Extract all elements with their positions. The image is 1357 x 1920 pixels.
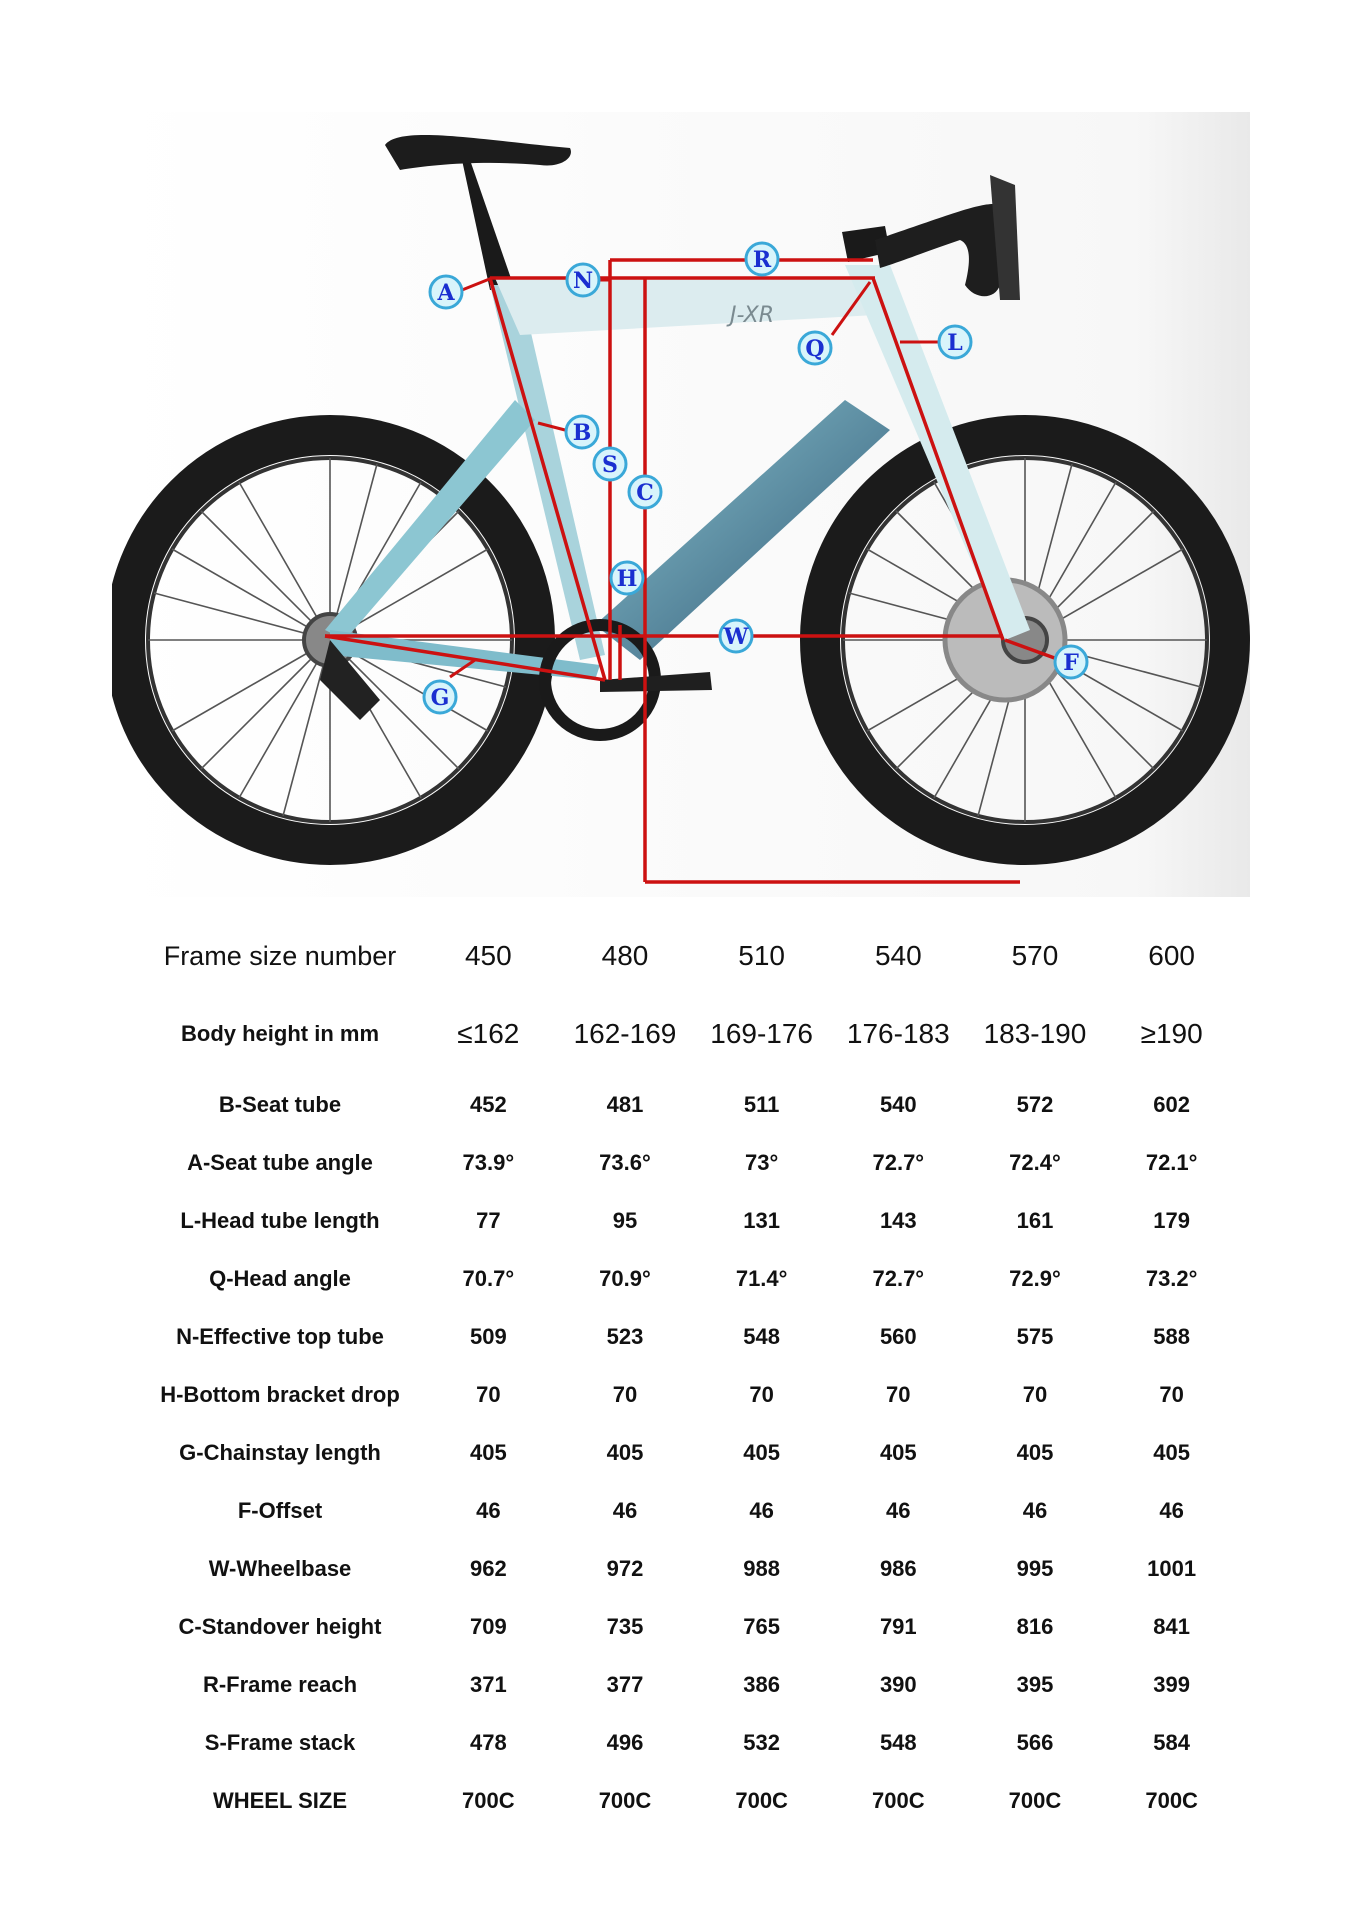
- table-cell: 765: [743, 1614, 780, 1639]
- geometry-spec-table: [140, 920, 1240, 1830]
- table-cell: 478: [469, 1730, 507, 1755]
- table-cell: 72.7°: [872, 1150, 925, 1175]
- svg-text:S: S: [602, 452, 618, 478]
- table-cell: 532: [743, 1730, 780, 1755]
- svg-text:H: H: [616, 566, 638, 592]
- row-label: C-Standover height: [178, 1614, 382, 1639]
- table-cell: 511: [743, 1092, 780, 1117]
- header-label: Frame size number: [163, 940, 397, 971]
- table-cell: 390: [879, 1672, 917, 1697]
- table-cell: 169-176: [710, 1018, 814, 1049]
- table-cell: 46: [1159, 1498, 1184, 1523]
- table-cell: 95: [612, 1208, 638, 1233]
- table-cell: 548: [743, 1324, 780, 1349]
- table-cell: 841: [1153, 1614, 1190, 1639]
- table-cell: 405: [1016, 1440, 1054, 1465]
- table-cell: 71.4°: [735, 1266, 788, 1291]
- table-row: [140, 1714, 1240, 1772]
- table-cell: 405: [879, 1440, 917, 1465]
- table-cell: 972: [606, 1556, 644, 1581]
- table-cell: 73°: [745, 1150, 779, 1175]
- table-cell: 70: [612, 1382, 638, 1407]
- table-cell: 46: [612, 1498, 638, 1523]
- row-label: Body height in mm: [181, 1021, 379, 1046]
- table-cell: 988: [743, 1556, 780, 1581]
- table-row: [140, 1482, 1240, 1540]
- table-cell: 377: [606, 1672, 644, 1697]
- table-cell: 73.9°: [462, 1150, 515, 1175]
- table-row: [140, 1134, 1240, 1192]
- table-cell: 179: [1153, 1208, 1190, 1233]
- table-row: [140, 1308, 1240, 1366]
- table-cell: 46: [476, 1498, 501, 1523]
- table-cell: 496: [606, 1730, 644, 1755]
- table-cell: 72.4°: [1009, 1150, 1061, 1175]
- table-cell: 523: [606, 1324, 644, 1349]
- table-cell: 405: [469, 1440, 507, 1465]
- table-cell: 72.1°: [1145, 1150, 1198, 1175]
- svg-text:L: L: [947, 330, 963, 356]
- table-cell: 70: [886, 1382, 911, 1407]
- row-label: N-Effective top tube: [176, 1324, 384, 1349]
- row-label: G-Chainstay length: [179, 1440, 381, 1465]
- table-row: [140, 1192, 1240, 1250]
- table-cell: 162-169: [573, 1018, 677, 1049]
- table-cell: 700C: [598, 1788, 652, 1813]
- marker-S: [594, 448, 626, 480]
- header-size-cell: 450: [464, 940, 512, 971]
- header-size-cell: 600: [1148, 940, 1195, 971]
- table-cell: 481: [606, 1092, 644, 1117]
- marker-H: [611, 562, 643, 594]
- row-label: F-Offset: [237, 1498, 323, 1523]
- table-cell: 575: [1016, 1324, 1054, 1349]
- table-cell: 371: [469, 1672, 507, 1697]
- table-cell: 395: [1016, 1672, 1054, 1697]
- table-row: [140, 992, 1240, 1076]
- table-row: [140, 1424, 1240, 1482]
- row-label: A-Seat tube angle: [187, 1150, 373, 1175]
- svg-text:A: A: [437, 280, 455, 306]
- table-cell: 176-183: [846, 1018, 950, 1049]
- marker-F: [1055, 646, 1087, 678]
- table-cell: 540: [879, 1092, 917, 1117]
- table-cell: 700C: [735, 1788, 788, 1813]
- table-cell: 405: [1153, 1440, 1190, 1465]
- table-cell: 995: [1016, 1556, 1054, 1581]
- table-cell: 72.7°: [872, 1266, 925, 1291]
- table-cell: 70.9°: [599, 1266, 651, 1291]
- table-cell: 791: [879, 1614, 917, 1639]
- table-cell: 73.2°: [1145, 1266, 1198, 1291]
- table-cell: 1001: [1147, 1556, 1197, 1581]
- table-cell: 816: [1016, 1614, 1054, 1639]
- table-row: [140, 1772, 1240, 1830]
- table-cell: 588: [1153, 1324, 1190, 1349]
- table-cell: ≤162: [457, 1018, 520, 1049]
- header-size-cell: 540: [874, 940, 922, 971]
- table-cell: 405: [743, 1440, 780, 1465]
- table-cell: 143: [879, 1208, 917, 1233]
- marker-R: [746, 243, 778, 275]
- table-row: [140, 1250, 1240, 1308]
- svg-text:F: F: [1063, 650, 1079, 676]
- table-cell: 46: [749, 1498, 774, 1523]
- table-cell: ≥190: [1140, 1018, 1203, 1049]
- table-row: [140, 1540, 1240, 1598]
- table-cell: 700C: [462, 1788, 515, 1813]
- table-cell: 548: [879, 1730, 917, 1755]
- row-label: R-Frame reach: [202, 1672, 358, 1697]
- table-row: [140, 1076, 1240, 1134]
- row-label: H-Bottom bracket drop: [160, 1382, 400, 1407]
- row-label: Q-Head angle: [209, 1266, 351, 1291]
- table-cell: 709: [469, 1614, 507, 1639]
- photo-background: [112, 112, 1250, 897]
- row-label: B-Seat tube: [218, 1092, 342, 1117]
- table-cell: 700C: [1008, 1788, 1062, 1813]
- table-cell: 560: [879, 1324, 917, 1349]
- svg-text:G: G: [430, 685, 450, 711]
- table-row: [140, 1366, 1240, 1424]
- table-cell: 584: [1153, 1730, 1190, 1755]
- table-cell: 566: [1016, 1730, 1054, 1755]
- svg-text:B: B: [572, 420, 592, 446]
- svg-text:W: W: [723, 624, 749, 650]
- row-label: S-Frame stack: [204, 1730, 356, 1755]
- row-label: L-Head tube length: [180, 1208, 380, 1233]
- table-cell: 70: [476, 1382, 501, 1407]
- svg-text:Q: Q: [805, 336, 825, 362]
- table-header-row: [140, 920, 1240, 992]
- table-cell: 72.9°: [1009, 1266, 1061, 1291]
- marker-W: [720, 620, 752, 652]
- table-cell: 70.7°: [462, 1266, 515, 1291]
- table-cell: 962: [469, 1556, 507, 1581]
- table-cell: 405: [606, 1440, 644, 1465]
- front-wheel: [820, 435, 1230, 845]
- table-cell: 131: [743, 1208, 780, 1233]
- table-cell: 602: [1153, 1092, 1190, 1117]
- table-cell: 700C: [1145, 1788, 1198, 1813]
- table-cell: 986: [879, 1556, 917, 1581]
- table-cell: 509: [469, 1324, 507, 1349]
- table-cell: 700C: [872, 1788, 925, 1813]
- svg-text:N: N: [572, 268, 594, 294]
- table-cell: 46: [1022, 1498, 1048, 1523]
- header-size-cell: 510: [738, 940, 785, 971]
- table-cell: 70: [1159, 1382, 1184, 1407]
- svg-text:C: C: [636, 480, 654, 506]
- header-size-cell: 480: [601, 940, 649, 971]
- table-cell: 572: [1016, 1092, 1054, 1117]
- table-row: [140, 1656, 1240, 1714]
- table-cell: 70: [1022, 1382, 1048, 1407]
- table-cell: 386: [743, 1672, 780, 1697]
- marker-C: [629, 476, 661, 508]
- table-cell: 70: [749, 1382, 774, 1407]
- svg-text:R: R: [752, 247, 772, 273]
- row-label: WHEEL SIZE: [212, 1788, 348, 1813]
- header-size-cell: 570: [1011, 940, 1059, 971]
- table-cell: 73.6°: [599, 1150, 651, 1175]
- row-label: W-Wheelbase: [208, 1556, 352, 1581]
- table-cell: 46: [886, 1498, 911, 1523]
- table-cell: 183-190: [983, 1018, 1087, 1049]
- table-row: [140, 1598, 1240, 1656]
- frame-brand-logo: J-XR: [730, 303, 774, 328]
- bike-geometry-diagram: [112, 112, 1250, 897]
- table-cell: 161: [1016, 1208, 1054, 1233]
- table-cell: 399: [1153, 1672, 1190, 1697]
- table-cell: 735: [606, 1614, 644, 1639]
- table-cell: 77: [476, 1208, 501, 1233]
- table-cell: 452: [469, 1092, 507, 1117]
